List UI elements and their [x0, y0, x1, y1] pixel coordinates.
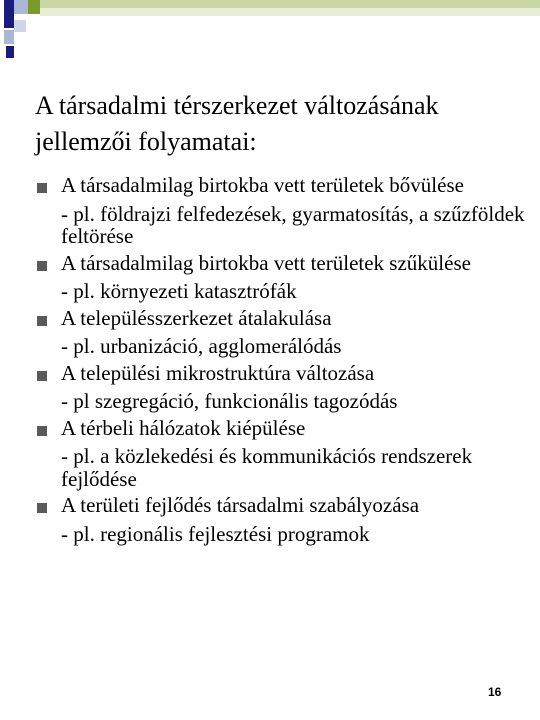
slide-title: A társadalmi térszerkezet változásának jellemzői folyamatai:	[35, 91, 439, 156]
decor-square-navy	[4, 0, 14, 28]
bullet-square-icon	[37, 426, 47, 436]
list-item-example: - pl. urbanizáció, agglomerálódás	[61, 334, 342, 358]
decor-square-green	[28, 0, 40, 14]
list-item	[35, 252, 530, 303]
list-item	[35, 174, 530, 248]
list-item-main: A területi fejlődés társadalmi szabályozása	[61, 493, 420, 517]
list-item-example: - pl. földrajzi felfedezések, gyarmatosítás, a szűzföldek feltörése	[61, 201, 525, 248]
bullet-square-icon	[37, 316, 47, 326]
decor-bar-green	[40, 0, 540, 8]
list-item-main: A térbeli hálózatok kiépülése	[61, 415, 306, 440]
list-item	[35, 494, 530, 545]
list-item-main: A társadalmilag birtokba vett területek bővülése	[61, 173, 464, 197]
page-number: 16	[488, 685, 502, 699]
list-item-main: A településszerkezet átalakulása	[61, 305, 332, 330]
list-item-example: - pl. regionális fejlesztési programok	[61, 521, 370, 546]
bullet-square-icon	[37, 503, 47, 513]
decor-square-navy-bottom	[6, 46, 14, 58]
bullet-square-icon	[37, 371, 47, 381]
decor-square-lightblue	[4, 30, 14, 44]
slide-decoration	[0, 0, 540, 60]
decor-bar-lightgreen	[40, 8, 540, 16]
decor-square-blue	[14, 0, 28, 14]
bullet-list	[35, 174, 530, 545]
decor-square-grey	[14, 20, 26, 32]
list-item-example: - pl. a közlekedési és kommunikációs rendszerek fejlődése	[61, 444, 473, 491]
bullet-square-icon	[37, 183, 47, 193]
bullet-square-icon	[37, 261, 47, 271]
list-item	[35, 307, 530, 358]
list-item-main: A települési mikrostruktúra változása	[61, 360, 375, 385]
list-item	[35, 417, 530, 491]
list-item-main: A társadalmilag birtokba vett területek szűkülése	[61, 250, 471, 275]
list-item-example: - pl szegregáció, funkcionális tagozódás	[61, 389, 398, 413]
list-item	[35, 362, 530, 413]
list-item-example: - pl. környezeti katasztrófák	[61, 279, 297, 303]
